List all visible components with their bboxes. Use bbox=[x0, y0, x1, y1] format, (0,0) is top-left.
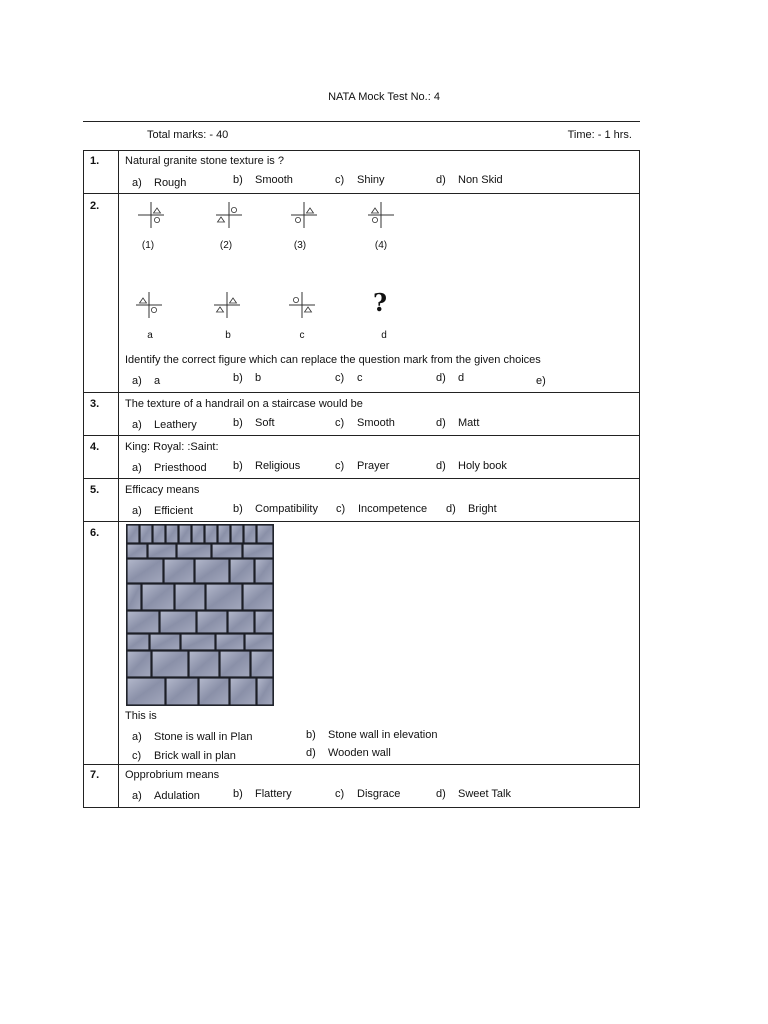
option-text: Disgrace bbox=[357, 788, 401, 800]
option-text: Soft bbox=[255, 417, 275, 429]
option-d[interactable] bbox=[306, 747, 391, 759]
option-text: Holy book bbox=[458, 460, 507, 472]
option-label: a) bbox=[132, 505, 142, 517]
option-label: c) bbox=[335, 460, 345, 472]
choice-figure-c bbox=[287, 290, 317, 320]
table-column-divider bbox=[118, 150, 119, 808]
option-d[interactable] bbox=[436, 788, 511, 800]
option-e[interactable] bbox=[536, 375, 558, 387]
header-rule bbox=[83, 121, 640, 122]
option-d[interactable] bbox=[436, 417, 479, 429]
option-a[interactable] bbox=[132, 790, 200, 802]
option-text: Sweet Talk bbox=[458, 788, 511, 800]
figure-4 bbox=[366, 200, 396, 230]
choice-label: a bbox=[147, 330, 153, 341]
question-number: 1. bbox=[90, 155, 100, 167]
question-text: The texture of a handrail on a staircase would be bbox=[125, 398, 363, 410]
option-text: Incompetence bbox=[358, 503, 428, 515]
row-divider bbox=[83, 435, 640, 436]
option-c[interactable] bbox=[335, 372, 363, 384]
option-b[interactable] bbox=[233, 460, 300, 472]
option-label: c) bbox=[335, 417, 345, 429]
option-label: d) bbox=[436, 372, 446, 384]
question-text: Natural granite stone texture is ? bbox=[125, 155, 284, 167]
question-number: 7. bbox=[90, 769, 100, 781]
row-divider bbox=[83, 521, 640, 522]
question-text: Opprobrium means bbox=[125, 769, 220, 781]
question-text: King: Royal: :Saint: bbox=[125, 441, 219, 453]
option-c[interactable] bbox=[336, 503, 427, 515]
option-label: b) bbox=[233, 174, 243, 186]
option-c[interactable] bbox=[132, 750, 236, 762]
option-label: b) bbox=[233, 460, 243, 472]
option-label: d) bbox=[436, 417, 446, 429]
test-title: NATA Mock Test No.: 4 bbox=[328, 91, 440, 103]
option-text: Adulation bbox=[154, 790, 200, 802]
choice-figure-a bbox=[134, 290, 164, 320]
option-text: c bbox=[357, 372, 363, 384]
figure-label: (3) bbox=[293, 240, 307, 251]
choice-label: d bbox=[381, 330, 387, 341]
option-label: a) bbox=[132, 462, 142, 474]
option-label: d) bbox=[436, 460, 446, 472]
option-d[interactable] bbox=[436, 174, 503, 186]
question-number: 5. bbox=[90, 484, 100, 496]
option-text: Non Skid bbox=[458, 174, 503, 186]
option-label: d) bbox=[436, 174, 446, 186]
option-a[interactable] bbox=[132, 419, 197, 431]
option-text: Smooth bbox=[255, 174, 293, 186]
option-c[interactable] bbox=[335, 788, 400, 800]
option-label: d) bbox=[436, 788, 446, 800]
option-b[interactable] bbox=[233, 788, 292, 800]
option-text: Religious bbox=[255, 460, 301, 472]
option-d[interactable] bbox=[436, 372, 464, 384]
option-text: Leathery bbox=[154, 419, 197, 431]
question-number: 6. bbox=[90, 527, 100, 539]
option-label: b) bbox=[233, 372, 243, 384]
option-label: c) bbox=[335, 174, 345, 186]
question-number: 4. bbox=[90, 441, 100, 453]
option-label: b) bbox=[233, 417, 243, 429]
option-a[interactable] bbox=[132, 462, 207, 474]
question-text: This is bbox=[125, 710, 157, 722]
option-text: Matt bbox=[458, 417, 480, 429]
option-label: e) bbox=[536, 375, 546, 387]
option-label: c) bbox=[335, 788, 345, 800]
option-text: Flattery bbox=[255, 788, 292, 800]
figure-label: (2) bbox=[219, 240, 233, 251]
choice-label: c bbox=[299, 330, 305, 341]
option-b[interactable] bbox=[233, 174, 293, 186]
option-b[interactable] bbox=[233, 417, 275, 429]
option-b[interactable] bbox=[233, 372, 261, 384]
time-limit: Time: - 1 hrs. bbox=[567, 129, 632, 141]
option-label: b) bbox=[306, 729, 316, 741]
row-divider bbox=[83, 478, 640, 479]
option-label: b) bbox=[233, 503, 243, 515]
option-d[interactable] bbox=[446, 503, 497, 515]
option-label: d) bbox=[306, 747, 316, 759]
option-text: Shiny bbox=[357, 174, 385, 186]
option-c[interactable] bbox=[335, 417, 395, 429]
option-b[interactable] bbox=[306, 729, 437, 741]
option-c[interactable] bbox=[335, 174, 385, 186]
figure-1 bbox=[136, 200, 166, 230]
option-text: Prayer bbox=[357, 460, 390, 472]
choice-figure-b bbox=[212, 290, 242, 320]
option-text: Smooth bbox=[357, 417, 395, 429]
question-text: Efficacy means bbox=[125, 484, 200, 496]
option-a[interactable] bbox=[132, 375, 160, 387]
row-divider bbox=[83, 764, 640, 765]
option-a[interactable] bbox=[132, 505, 193, 517]
figure-label: (4) bbox=[374, 240, 388, 251]
option-text: Stone wall in elevation bbox=[328, 729, 438, 741]
row-divider bbox=[83, 392, 640, 393]
option-text: Priesthood bbox=[154, 462, 207, 474]
question-mark-figure: ? bbox=[373, 288, 388, 317]
figure-label: (1) bbox=[141, 240, 155, 251]
figure-2 bbox=[214, 200, 244, 230]
question-number: 2. bbox=[90, 200, 100, 212]
option-text: a bbox=[154, 375, 161, 387]
option-label: b) bbox=[233, 788, 243, 800]
option-label: a) bbox=[132, 177, 142, 189]
option-text: d bbox=[458, 372, 465, 384]
option-text: Bright bbox=[468, 503, 497, 515]
option-label: a) bbox=[132, 419, 142, 431]
option-label: d) bbox=[446, 503, 456, 515]
option-label: c) bbox=[336, 503, 346, 515]
option-label: c) bbox=[335, 372, 345, 384]
option-text: Brick wall in plan bbox=[154, 750, 236, 762]
option-a[interactable] bbox=[132, 177, 186, 189]
option-text: Compatibility bbox=[255, 503, 318, 515]
option-text: Stone is wall in Plan bbox=[154, 731, 253, 743]
option-a[interactable] bbox=[132, 731, 252, 743]
option-text: b bbox=[255, 372, 262, 384]
total-marks: Total marks: - 40 bbox=[147, 129, 229, 141]
choice-label: b bbox=[225, 330, 231, 341]
row-divider bbox=[83, 193, 640, 194]
question-text: Identify the correct figure which can replace the question mark from the given choices bbox=[125, 354, 541, 366]
option-label: c) bbox=[132, 750, 142, 762]
option-b[interactable] bbox=[233, 503, 318, 515]
option-text: Rough bbox=[154, 177, 187, 189]
figure-3 bbox=[289, 200, 319, 230]
question-number: 3. bbox=[90, 398, 100, 410]
option-label: a) bbox=[132, 790, 142, 802]
option-c[interactable] bbox=[335, 460, 389, 472]
option-d[interactable] bbox=[436, 460, 507, 472]
option-text: Wooden wall bbox=[328, 747, 391, 759]
question-table bbox=[83, 150, 640, 808]
option-label: a) bbox=[132, 731, 142, 743]
option-text: Efficient bbox=[154, 505, 193, 517]
option-label: a) bbox=[132, 375, 142, 387]
stone-wall-image bbox=[126, 524, 274, 706]
